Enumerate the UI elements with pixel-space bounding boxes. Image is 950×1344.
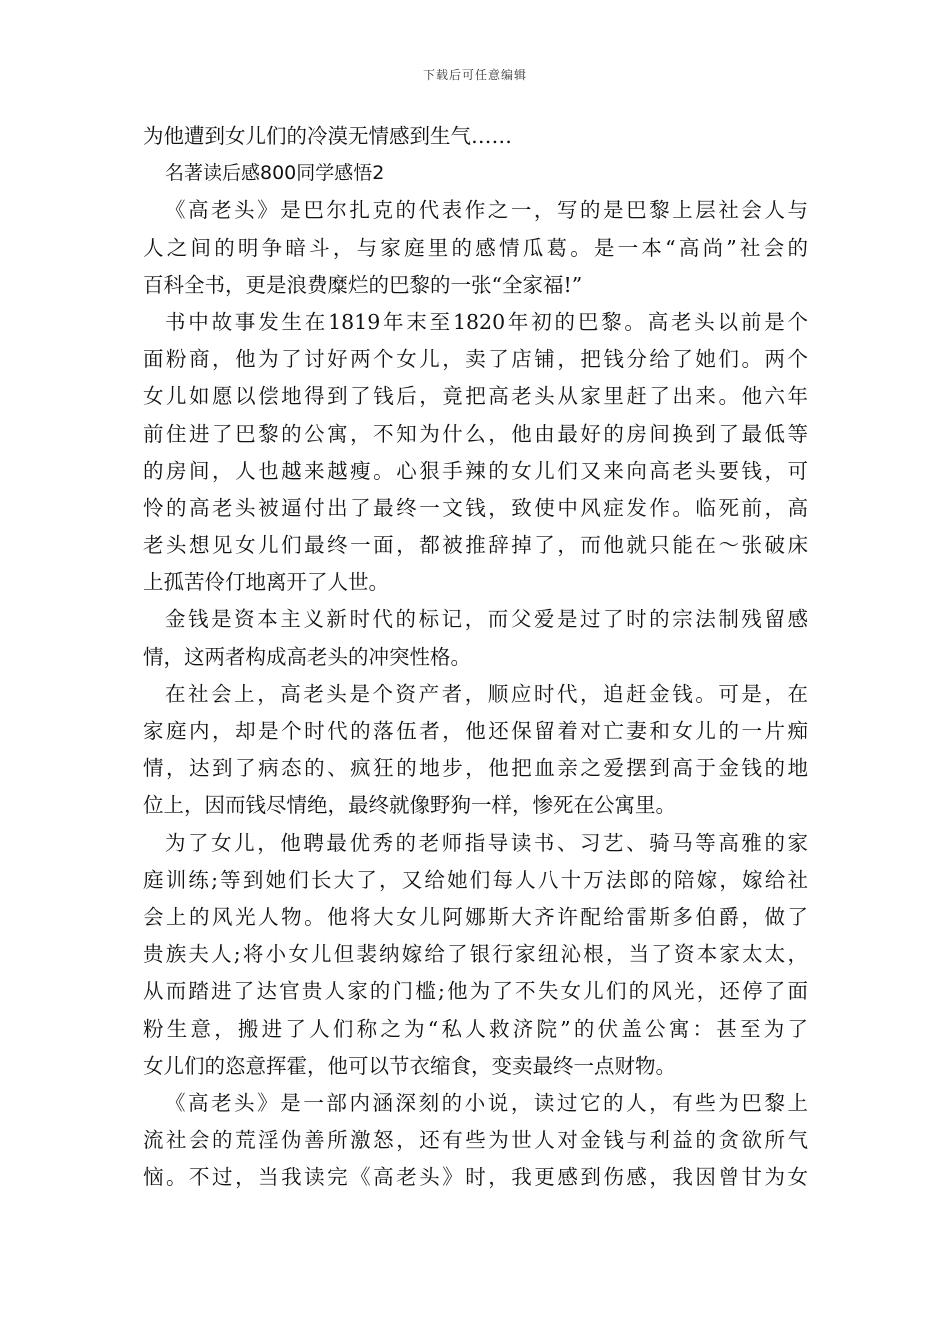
- text-line: 老头想见女儿们最终一面，都被推辞掉了，而他就只能在～张破床: [143, 533, 808, 558]
- text-line: 《高老头》是一部内涵深刻的小说，读过它的人，有些为巴黎上: [165, 1090, 808, 1115]
- text-line: 恼。不过，当我读完《高老头》时，我更感到伤感，我因曾甘为女: [143, 1165, 808, 1190]
- text-line: 面粉商，他为了讨好两个女儿，卖了店铺，把钱分给了她们。两个: [143, 347, 808, 372]
- text-line: 在社会上，高老头是个资产者，顺应时代，追赶金钱。可是，在: [165, 681, 808, 706]
- text-line: 女儿们的恣意挥霍，他可以节衣缩食，变卖最终一点财物。: [143, 1053, 676, 1078]
- text-line: 从而踏进了达官贵人家的门槛;他为了不失女儿们的风光，还停了面: [143, 979, 808, 1004]
- text-line: 庭训练;等到她们长大了，又给她们每人八十万法郎的陪嫁，嫁给社: [143, 867, 808, 892]
- text-line: 金钱是资本主义新时代的标记，而父爱是过了时的宗法制残留感: [165, 607, 808, 632]
- text-line: 情，达到了病态的、疯狂的地步，他把血亲之爱摆到高于金钱的地: [143, 756, 808, 781]
- text-line: 上孤苦伶仃地离开了人世。: [143, 570, 389, 595]
- text-line: 会上的风光人物。他将大女儿阿娜斯大齐许配给雷斯多伯爵，做了: [143, 904, 808, 929]
- text-line: 人之间的明争暗斗，与家庭里的感情瓜葛。是一本“高尚”社会的: [143, 235, 808, 260]
- page-header: 下载后可任意编辑: [422, 68, 527, 82]
- text-line: 粉生意，搬进了人们称之为“私人救济院”的伏盖公寓：甚至为了: [143, 1016, 808, 1041]
- text-line: 为了女儿，他聘最优秀的老师指导读书、习艺、骑马等高雅的家: [165, 830, 808, 855]
- text-line: 贵族夫人;将小女儿但裴纳嫁给了银行家纽沁根，当了资本家太太，: [143, 942, 808, 967]
- text-line: 的房间，人也越来越瘦。心狠手辣的女儿们又来向高老头要钱，可: [143, 458, 808, 483]
- text-line: 家庭内，却是个时代的落伍者，他还保留着对亡妻和女儿的一片痴: [143, 719, 808, 743]
- text-line: 为他遭到女儿们的冷漠无情感到生气……: [143, 124, 512, 148]
- text-line: 女儿如愿以偿地得到了钱后，竟把高老头从家里赶了出来。他六年: [143, 384, 808, 409]
- text-line: 位上，因而钱尽情绝，最终就像野狗一样，惨死在公寓里。: [143, 793, 676, 818]
- text-line: 《高老头》是巴尔扎克的代表作之一，写的是巴黎上层社会人与: [165, 198, 808, 223]
- text-line: 怜的高老头被逼付出了最终一文钱，致使中风症发作。临死前，高: [143, 495, 808, 520]
- text-line: 前住进了巴黎的公寓，不知为什么，他由最好的房间换到了最低等: [143, 421, 808, 446]
- text-line: 流社会的荒淫伪善所激怒，还有些为世人对金钱与利益的贪欲所气: [143, 1128, 808, 1153]
- text-line: 百科全书，更是浪费糜烂的巴黎的一张“全家福!”: [143, 272, 583, 297]
- text-line: 书中故事发生在1819年末至1820年初的巴黎。高老头以前是个: [165, 309, 808, 334]
- document-body: [143, 118, 808, 1196]
- text-line: 情，这两者构成高老头的冲突性格。: [143, 644, 471, 669]
- section-title: 名著读后感800同学感悟2: [165, 162, 385, 185]
